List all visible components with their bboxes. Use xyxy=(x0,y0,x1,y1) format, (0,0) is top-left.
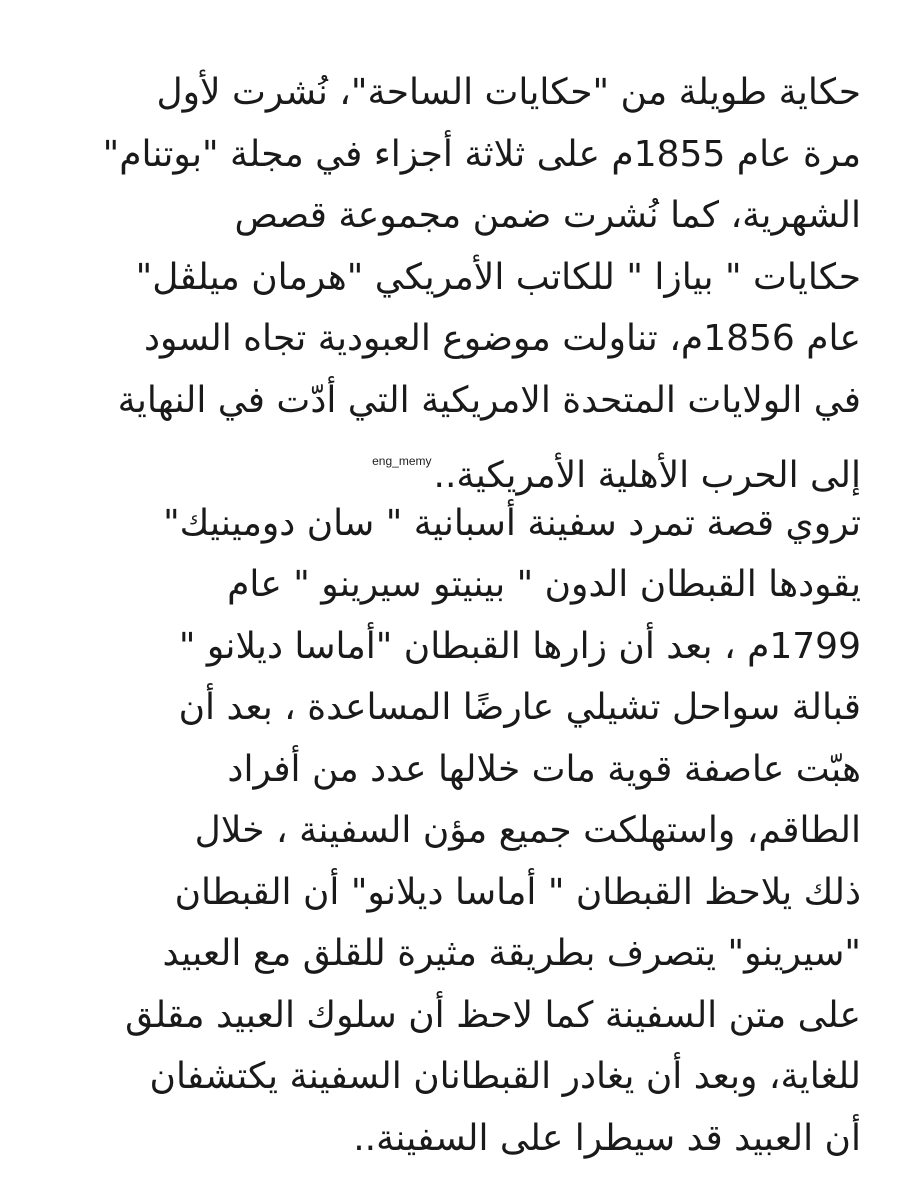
text-line: الشهرية، كما نُشرت ضمن مجموعة قصص xyxy=(234,195,861,236)
text-line: 1799م ، بعد أن زارها القبطان "أماسا ديلانو " xyxy=(178,625,861,667)
text-line: في الولايات المتحدة الامريكية التي أدّت في النهاية xyxy=(117,379,861,421)
article-text xyxy=(60,62,861,1169)
paragraph-1 xyxy=(60,62,861,496)
text-line: أن العبيد قد سيطرا على السفينة.. xyxy=(353,1117,861,1159)
watermark-handle: eng_memy xyxy=(372,454,432,468)
text-line: عام 1856م، تناولت موضوع العبودية تجاه السود xyxy=(144,318,861,359)
text-line: "سيرينو" يتصرف بطريقة مثيرة للقلق مع العبيد xyxy=(162,933,861,974)
text-line: على متن السفينة كما لاحظ أن سلوك العبيد مقلق xyxy=(125,994,861,1036)
text-line: هبّت عاصفة قوية مات خلالها عدد من أفراد xyxy=(227,748,861,790)
text-line-last xyxy=(60,431,861,496)
text-line: حكايات " بيازا " للكاتب الأمريكي "هرمان ميلڤل" xyxy=(135,256,861,298)
text-line: للغاية، وبعد أن يغادر القبطانان السفينة يكتشفان xyxy=(149,1056,861,1097)
text-line: قبالة سواحل تشيلي عارضًا المساعدة ، بعد أن xyxy=(178,687,861,728)
text-line: مرة عام 1855م على ثلاثة أجزاء في مجلة "بوتنام" xyxy=(102,133,861,175)
text-line-content: إلى الحرب الأهلية الأمريكية.. xyxy=(433,455,861,496)
text-line: تروي قصة تمرد سفينة أسبانية " سان دومينيك" xyxy=(163,502,861,544)
text-line: يقودها القبطان الدون " بينيتو سيرينو " عام xyxy=(227,564,861,605)
paragraph-2 xyxy=(60,493,861,1170)
text-line: الطاقم، واستهلكت جميع مؤن السفينة ، خلال xyxy=(194,810,861,851)
text-line: ذلك يلاحظ القبطان " أماسا ديلانو" أن القبطان xyxy=(174,871,861,913)
text-line: حكاية طويلة من "حكايات الساحة"، نُشرت لأول xyxy=(156,72,861,113)
